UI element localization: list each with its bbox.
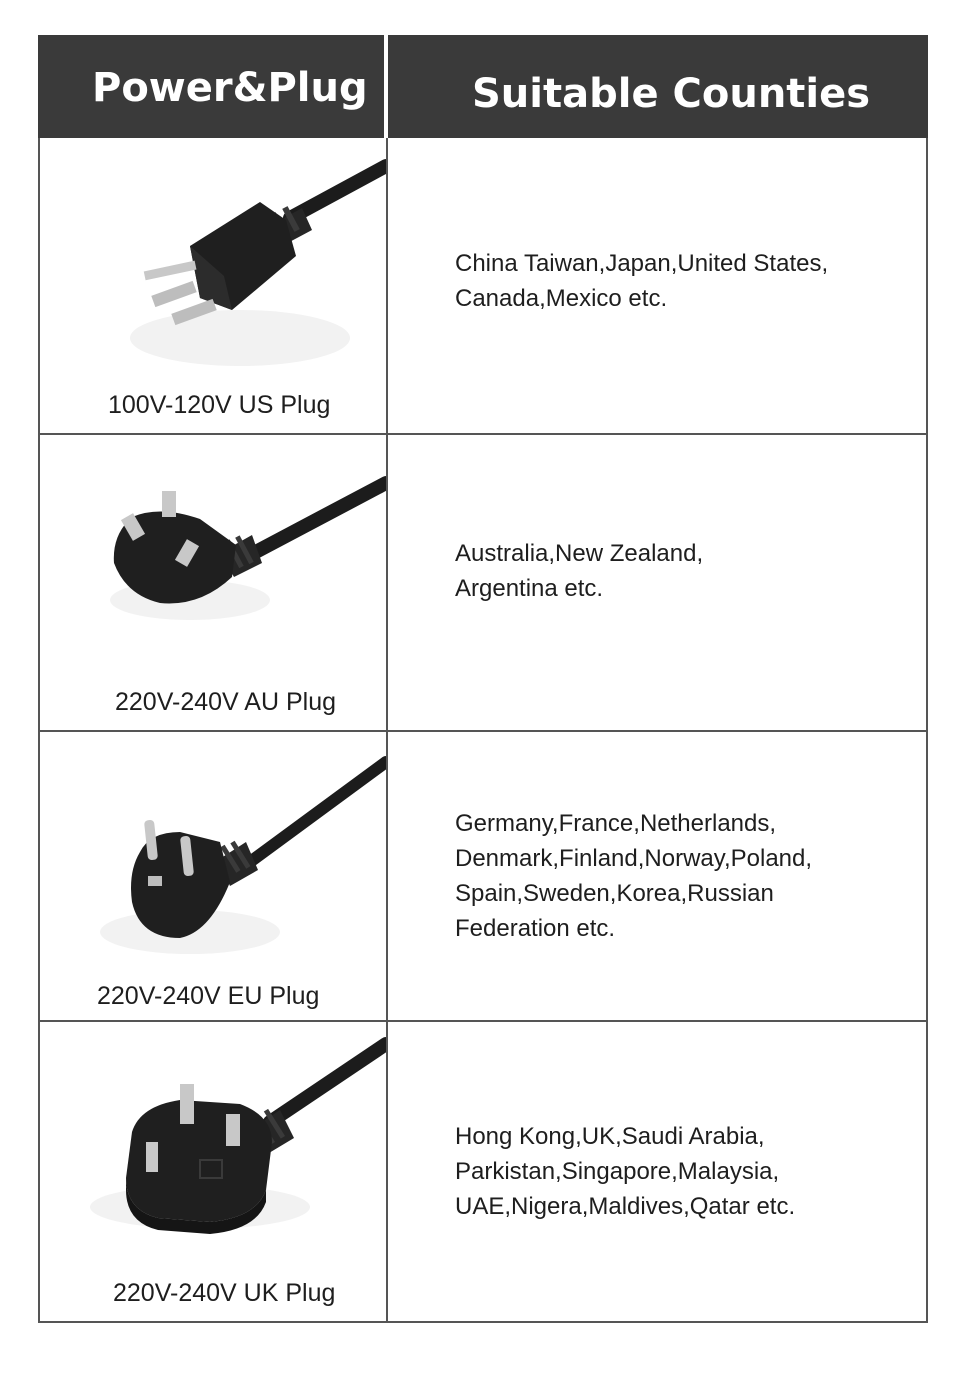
us-plug-icon [40,138,386,433]
countries-cell-au [390,435,926,730]
header-power-plug-label: Power&Plug [92,65,368,111]
plug-cell-us [40,138,388,433]
header-power-plug [38,35,386,138]
countries-line: Federation etc. [455,915,616,942]
uk-plug-icon [40,1022,386,1321]
countries-cell-eu [390,732,926,1020]
table-row-uk [38,1022,928,1323]
plug-cell-uk [40,1022,388,1321]
countries-line: Spain,Sweden,Korea,Russian [455,880,774,907]
countries-line: Germany,France,Netherlands, [455,810,777,837]
plug-cell-eu [40,732,388,1020]
countries-line: Canada,Mexico etc. [455,285,668,312]
au-plug-icon [40,435,386,730]
plug-label-au: 220V-240V AU Plug [115,688,336,716]
countries-line: Argentina etc. [455,575,604,602]
countries-line: Australia,New Zealand, [455,540,704,567]
countries-list-us [455,246,828,316]
table-body [38,138,928,1323]
header-suitable-countries [388,35,928,138]
plug-compatibility-table [38,35,928,1323]
countries-cell-uk [390,1022,926,1321]
table-row-au [38,435,928,732]
plug-cell-au [40,435,388,730]
countries-line: Hong Kong,UK,Saudi Arabia, [455,1123,765,1150]
plug-label-uk: 220V-240V UK Plug [113,1279,336,1307]
countries-list-au [455,536,703,606]
header-suitable-countries-label: Suitable Counties [472,71,871,117]
countries-line: China Taiwan,Japan,United States, [455,250,829,277]
countries-list-eu [455,806,812,946]
plug-label-us: 100V-120V US Plug [108,391,331,419]
countries-line: Parkistan,Singapore,Malaysia, [455,1158,780,1185]
countries-line: Denmark,Finland,Norway,Poland, [455,845,813,872]
eu-plug-icon [40,732,386,1020]
countries-list-uk [455,1119,795,1224]
countries-cell-us [390,138,926,433]
countries-line: UAE,Nigera,Maldives,Qatar etc. [455,1193,796,1220]
table-row-eu [38,732,928,1022]
table-row-us [38,138,928,435]
plug-label-eu: 220V-240V EU Plug [97,982,320,1010]
